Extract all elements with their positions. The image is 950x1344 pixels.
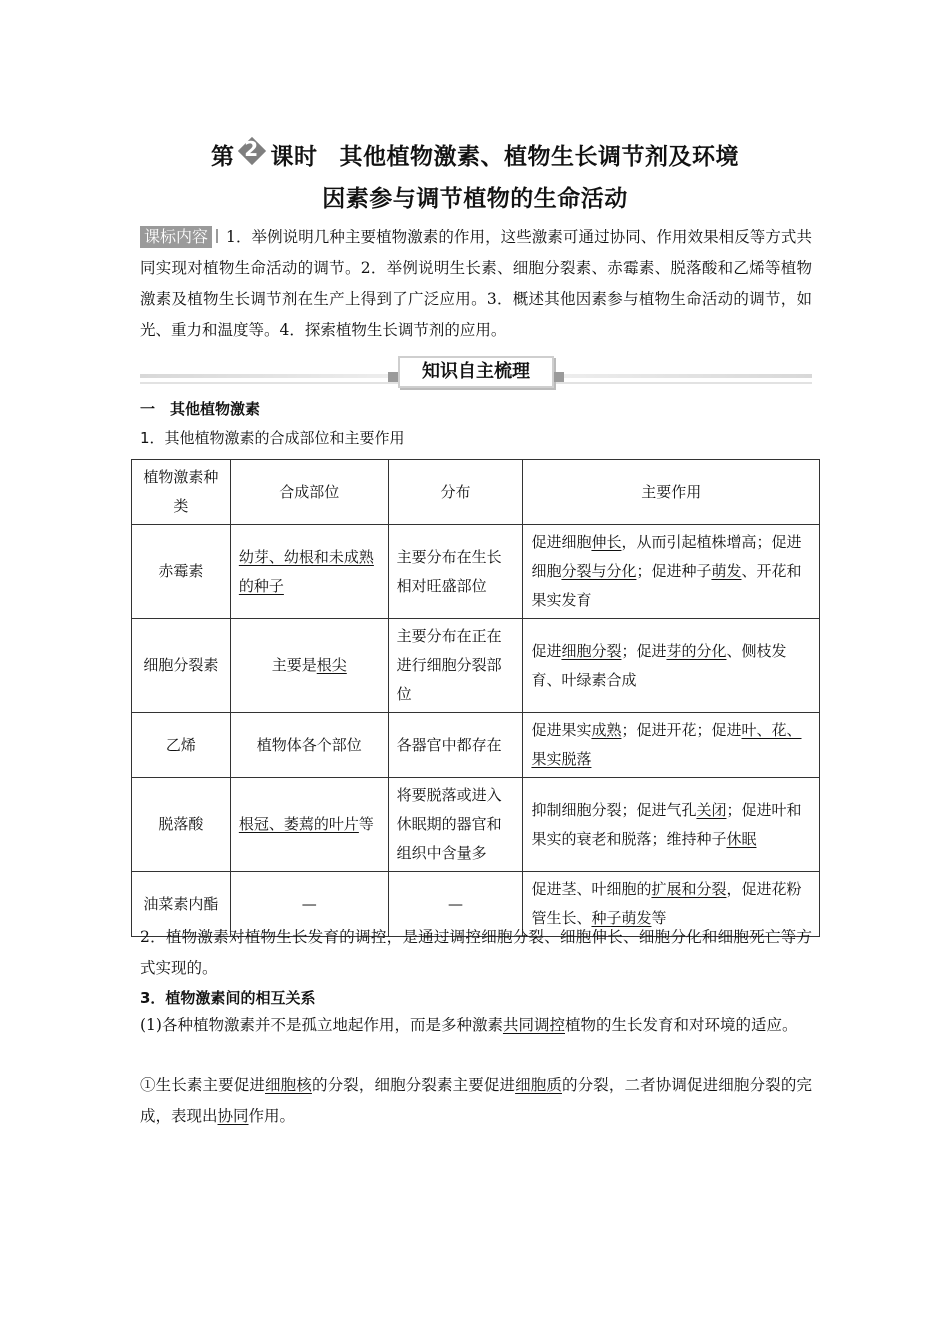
text-run: 、侧枝发育、叶绿素合成 <box>531 641 787 689</box>
title-rest: 其他植物激素、植物生长调节剂及环境 <box>339 144 739 170</box>
text-run: 促进细胞 <box>531 533 592 551</box>
paragraph-regulation: 2．植物激素对植物生长发育的调控，是通过调控细胞分裂、细胞伸长、细胞分化和细胞死亡等方式实现的。 <box>140 928 812 977</box>
main-function <box>523 525 820 619</box>
text-run: (1)各种植物激素并不是孤立地起作用，而是多种激素 <box>140 1016 503 1034</box>
underlined-answer: 伸长 <box>591 533 622 551</box>
hormone-name: 赤霉素 <box>132 525 231 619</box>
main-function <box>523 619 820 713</box>
title-prefix: 第 <box>211 144 235 170</box>
header-cell: 主要作用 <box>523 460 820 525</box>
hormone-table <box>131 459 820 937</box>
paragraph-heading-relations: 3．植物激素间的相互关系 <box>140 989 316 1007</box>
main-function <box>523 778 820 872</box>
synthesis-site <box>230 778 388 872</box>
standard-text: 1．举例说明几种主要植物激素的作用，这些激素可通过协同、作用效果相反等方式共同实现对植物生命活动的调节。2．举例说明生长素、细胞分裂素、赤霉素、脱落酸和乙烯等植物激素及植物生长调节剂在生产上得到了广泛应用。3．概述其他因素参与植物生命活动的调节，如光、重力和温度等。4．探索植物生长调节剂的应用。 <box>140 228 812 339</box>
underlined-answer: 叶、花、果实脱落 <box>531 721 802 768</box>
underlined-answer: 种子萌发 <box>591 909 652 927</box>
hormone-name: 油菜素内酯 <box>132 872 231 937</box>
underlined-answer: 扩展和分裂 <box>651 880 727 898</box>
distribution: 主要分布在正在进行细胞分裂部位 <box>388 619 523 713</box>
text-run: ；促进 <box>621 641 667 660</box>
table-row <box>132 713 820 778</box>
table-row <box>132 778 820 872</box>
text-run: 等 <box>651 909 667 927</box>
main-function <box>523 713 820 778</box>
text-run: 促进茎、叶细胞的 <box>531 880 652 898</box>
section-banner <box>140 352 812 390</box>
page-title-line2: 因素参与调节植物的生命活动 <box>322 186 628 212</box>
underlined-answer: 共同调控 <box>502 1016 565 1034</box>
distribution: 主要分布在生长相对旺盛部位 <box>388 525 523 619</box>
hormone-name: 脱落酸 <box>132 778 231 872</box>
underlined-answer: 细胞质 <box>515 1076 563 1094</box>
text-run: 、开花和果实发育 <box>531 562 802 609</box>
table-row <box>132 619 820 713</box>
underlined-answer: 协同 <box>217 1107 249 1125</box>
text-run: ①生长素主要促进 <box>140 1076 266 1094</box>
header-cell: 分布 <box>388 460 523 525</box>
curriculum-standard <box>140 222 812 346</box>
table-row <box>132 525 820 619</box>
underlined-answer: 根尖 <box>316 656 347 674</box>
underlined-answer: 细胞核 <box>265 1076 312 1094</box>
synthesis-site: — <box>230 872 388 937</box>
text-run: ，促进花粉管生长、 <box>531 880 802 927</box>
underlined-answer: 关闭 <box>696 800 727 819</box>
underlined-answer: 休眠 <box>726 829 757 848</box>
standard-tag: 课标内容 <box>140 226 212 248</box>
table-header-row <box>132 460 820 525</box>
page-title-line1 <box>0 136 950 171</box>
text-run: 抑制细胞分裂；促进气孔 <box>531 800 697 819</box>
tag-divider <box>216 229 218 243</box>
section-subheading: 1．其他植物激素的合成部位和主要作用 <box>140 429 405 447</box>
hormone-name: 乙烯 <box>132 713 231 778</box>
text-run: 的分裂，细胞分裂素主要促进 <box>311 1076 516 1094</box>
underlined-answer: 细胞分裂 <box>561 641 622 660</box>
underlined-answer: 分裂与分化 <box>561 562 637 580</box>
underlined-answer: 萌发 <box>711 562 742 580</box>
text-run: 促进果实 <box>531 721 592 739</box>
text-run: 促进 <box>531 641 562 660</box>
lesson-number: 2 <box>244 137 259 161</box>
underlined-answer: 幼芽、幼根和未成熟的种子 <box>238 547 374 595</box>
distribution: 各器官中都存在 <box>388 713 523 778</box>
text-run: ；促进开花；促进 <box>621 721 742 739</box>
text-run: 作用。 <box>248 1107 296 1125</box>
site-prefix: 主要是 <box>271 656 317 674</box>
text-run: ，从而引起植株增高；促进细胞 <box>531 533 802 580</box>
distribution: — <box>388 872 523 937</box>
lesson-number-badge <box>237 136 267 166</box>
text-run: 植物的生长发育和对环境的适应。 <box>564 1016 798 1034</box>
text-run: 的分裂，二者协调促进细胞分裂的完成，表现出 <box>140 1076 812 1125</box>
banner-label: 知识自主梳理 <box>398 356 554 388</box>
section-heading: 一 其他植物激素 <box>140 400 261 418</box>
synthesis-site <box>230 619 388 713</box>
text-run: ；促进种子 <box>636 562 712 580</box>
underlined-answer: 根冠、萎蔫的叶片 <box>238 815 359 833</box>
paragraph-joint-regulation <box>140 1010 812 1041</box>
distribution: 将要脱落或进入休眠期的器官和组织中含量多 <box>388 778 523 872</box>
header-cell: 植物激素种类 <box>132 460 231 525</box>
underlined-answer: 成熟 <box>591 721 622 739</box>
underlined-answer: 芽的分化 <box>666 641 727 660</box>
header-cell: 合成部位 <box>230 460 388 525</box>
text-run: ；促进叶和果实的衰老和脱落；维持种子 <box>531 800 802 848</box>
synthesis-site: 植物体各个部位 <box>230 713 388 778</box>
site-suffix: 等 <box>358 815 374 833</box>
title-suffix: 课时 <box>270 144 318 170</box>
paragraph-synergy <box>140 1070 812 1132</box>
hormone-name: 细胞分裂素 <box>132 619 231 713</box>
synthesis-site <box>230 525 388 619</box>
